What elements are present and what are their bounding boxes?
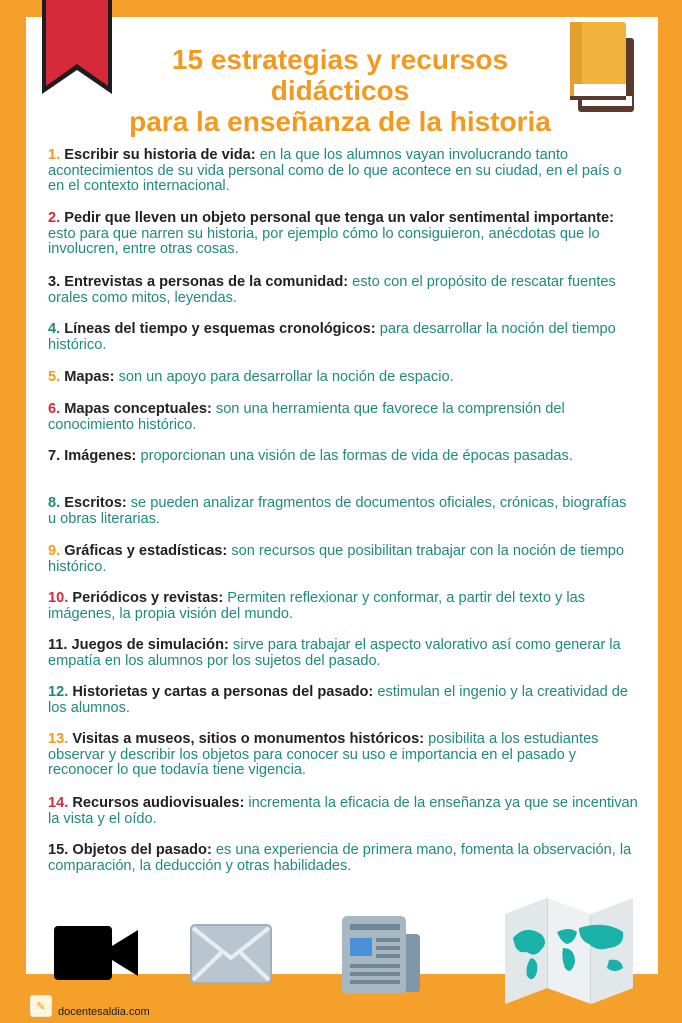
item-number: 10. [48, 590, 69, 606]
item-heading: Imágenes: [64, 448, 137, 464]
item-description: se pueden analizar fragmentos de documentos oficiales, crónicas, biografías u obras literarias. [48, 495, 627, 527]
list-item [48, 638, 638, 669]
item-number: 3. [48, 274, 61, 290]
item-description: Permiten reflexionar y conformar, a partir del texto y las imágenes, la propia visión del mundo. [48, 590, 586, 622]
item-number: 1. [48, 147, 61, 163]
item-number: 13. [48, 731, 69, 747]
item-description: para desarrollar la noción del tiempo histórico. [48, 321, 616, 353]
title-line-1: 15 estrategias y recursos [171, 44, 509, 75]
item-description: esto con el propósito de rescatar fuentes orales como mitos, leyendas. [48, 274, 616, 306]
title-line-2: didácticos [270, 75, 410, 106]
item-number: 2. [48, 210, 61, 226]
item-heading: Historietas y cartas a personas del pasado: [72, 684, 374, 700]
item-number: 5. [48, 369, 61, 385]
list-item [48, 275, 638, 306]
item-description: proporcionan una visión de las formas de vida de épocas pasadas. [136, 448, 573, 464]
list-item [48, 370, 638, 386]
item-number: 4. [48, 321, 61, 337]
item-description: esto para que narren su historia, por ejemplo cómo lo consiguieron, anécdotas que lo involucren, entre otras cosas. [48, 225, 600, 258]
list-item [48, 496, 638, 527]
item-description: incrementa la eficacia de la enseñanza ya que se incentivan la vista y el oído. [48, 795, 638, 827]
item-description: posibilita a los estudiantes observar y describir los objetos para conocer su uso e importancia en el pasado y reconocer lo que todavía tiene vigencia. [48, 731, 599, 779]
footer-icons [0, 900, 682, 1010]
item-description: son un apoyo para desarrollar la noción de espacio. [114, 369, 454, 385]
item-number: 15. [48, 842, 69, 858]
logo-icon: ✎ [30, 995, 52, 1017]
list-item [48, 591, 638, 622]
item-description: estimulan el ingenio y la creatividad de los alumnos. [48, 684, 629, 716]
item-number: 14. [48, 795, 69, 811]
item-heading: Mapas: [64, 369, 115, 385]
title-line-3: para la enseñanza de la historia [129, 106, 551, 137]
item-heading: Escritos: [64, 495, 127, 511]
item-heading: Juegos de simulación: [71, 637, 229, 653]
item-heading: Objetos del pasado: [72, 842, 212, 858]
item-heading: Escribir su historia de vida: [64, 147, 256, 163]
item-heading: Visitas a museos, sitios o monumentos históricos: [72, 731, 425, 747]
item-description: son recursos que posibilitan trabajar con la noción de tiempo histórico. [48, 543, 624, 575]
item-description: sirve para trabajar el aspecto valorativo así como generar la empatía en los alumnos por los sujetos del pasado. [48, 637, 621, 669]
item-heading: Líneas del tiempo y esquemas cronológicos: [64, 321, 376, 337]
item-number: 9. [48, 543, 61, 559]
item-heading: Mapas conceptuales: [64, 401, 212, 417]
world-map-icon [505, 898, 633, 1004]
list-item [48, 211, 638, 258]
site-url[interactable]: docentesaldia.com [58, 1006, 150, 1018]
list-item [48, 402, 638, 433]
video-camera-icon [54, 924, 138, 982]
item-description: en la que los alumnos vayan involucrando tanto acontecimientos de su vida personal como de lo que acontece en su ciudad, en el país o en el contexto internacional. [48, 147, 622, 195]
list-item [48, 544, 638, 575]
page-title [60, 44, 620, 137]
newspaper-icon [340, 914, 422, 996]
item-number: 7. [48, 448, 61, 464]
list-item [48, 796, 638, 827]
list-item [48, 685, 638, 716]
item-description: son una herramienta que favorece la comprensión del conocimiento histórico. [48, 401, 565, 433]
item-number: 8. [48, 495, 61, 511]
item-number: 12. [48, 684, 69, 700]
list-item [48, 732, 638, 779]
item-heading: Periódicos y revistas: [72, 590, 224, 606]
list-item [48, 449, 638, 465]
item-heading: Pedir que lleven un objeto personal que tenga un valor sentimental importante: [64, 210, 615, 226]
item-description: es una experiencia de primera mano, fomenta la observación, la comparación, la deducción y otras habilidades. [48, 842, 632, 874]
list-item [48, 843, 638, 874]
list-item [48, 148, 638, 195]
item-number: 11. [48, 637, 68, 653]
item-heading: Gráficas y estadísticas: [64, 543, 228, 559]
list-item [48, 322, 638, 353]
item-number: 6. [48, 401, 61, 417]
item-heading: Recursos audiovisuales: [72, 795, 245, 811]
item-heading: Entrevistas a personas de la comunidad: [64, 274, 349, 290]
envelope-icon [190, 924, 272, 984]
